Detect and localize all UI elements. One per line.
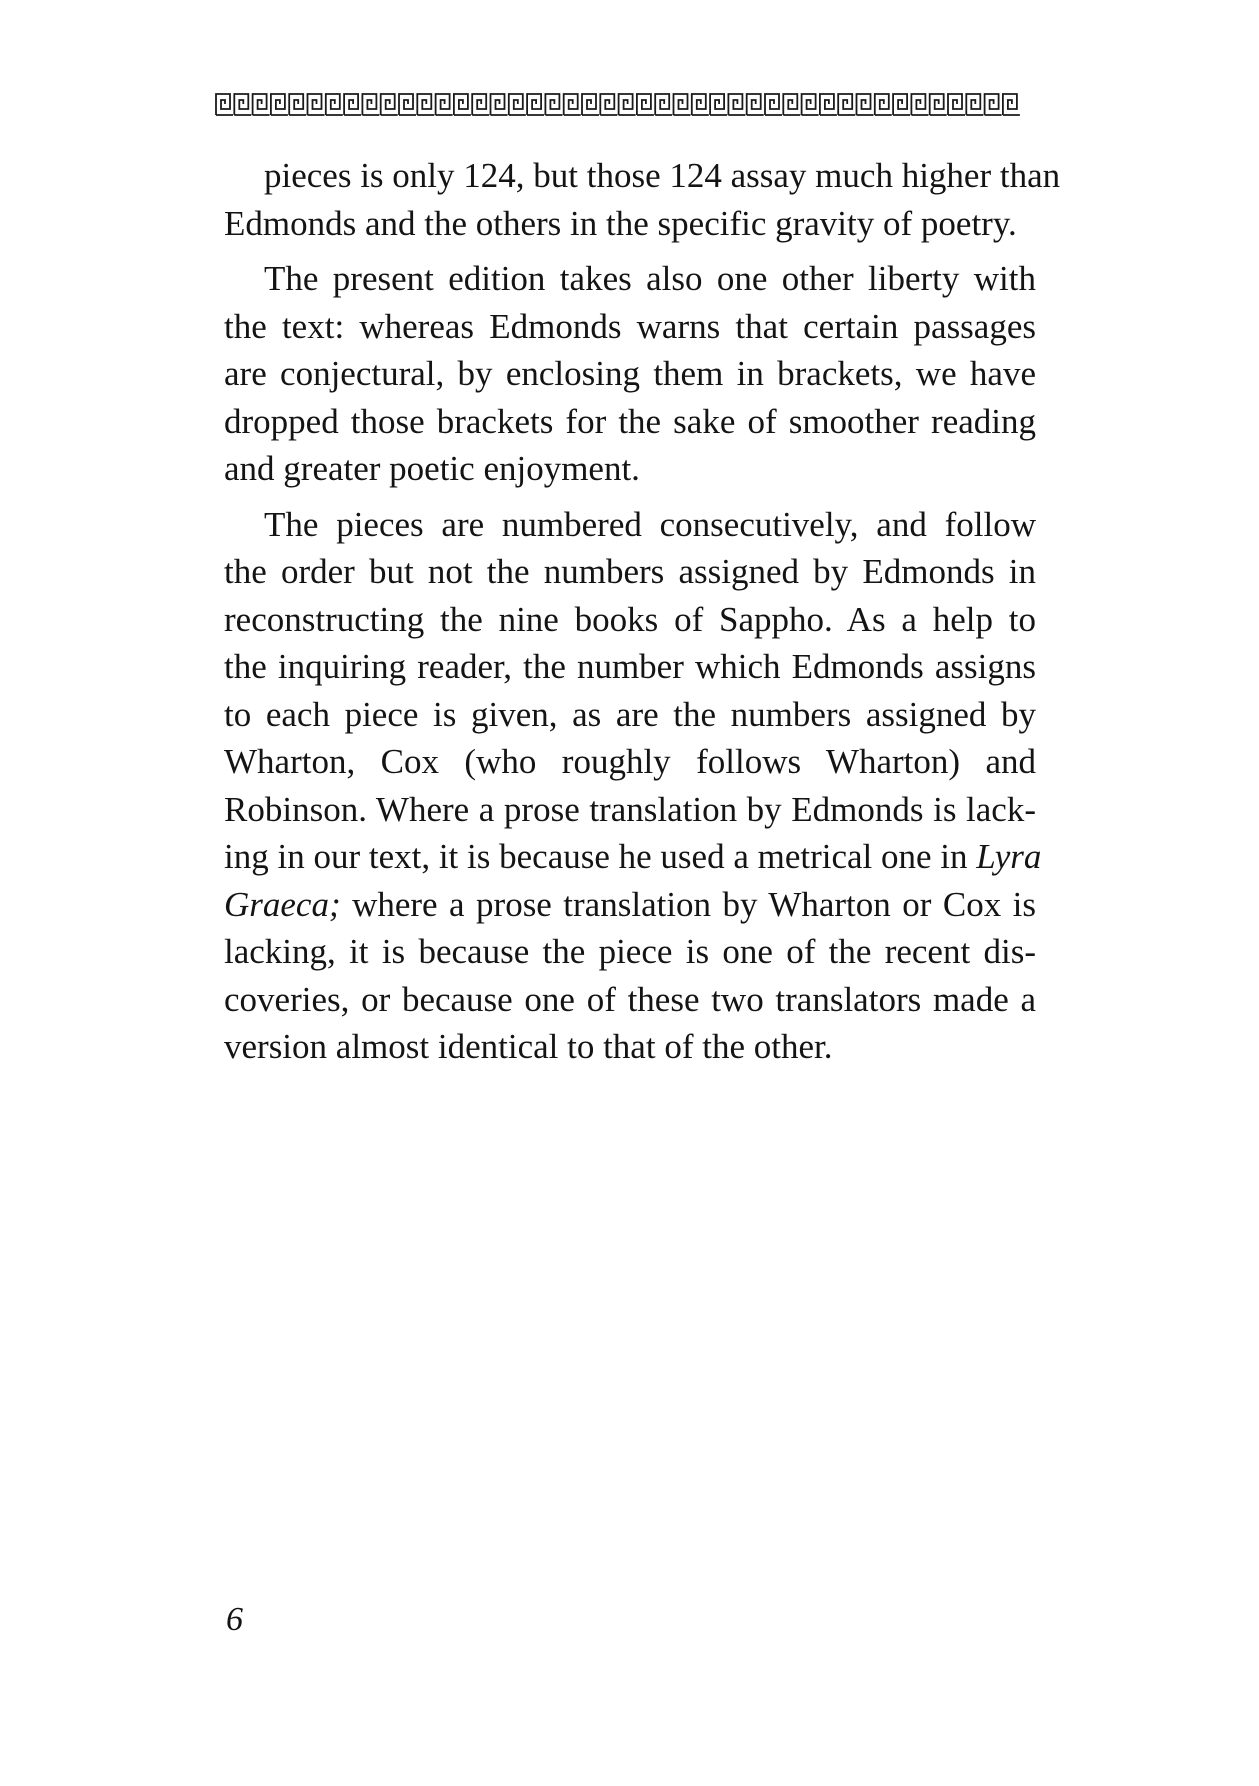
meander-unit: [783, 94, 800, 115]
text-run: the text: whereas Edmonds warns that certain passages: [224, 306, 1036, 346]
text-line: [224, 881, 1036, 929]
text-line: [224, 596, 1036, 644]
paragraph-gap: [224, 247, 1036, 255]
text-run: The pieces are numbered consecutively, and follow: [264, 504, 1036, 544]
meander-unit: [674, 94, 691, 115]
meander-unit: [911, 94, 928, 115]
text-run: to each piece is given, as are the numbers assigned by: [224, 694, 1036, 734]
text-line: [224, 303, 1036, 351]
meander-unit: [381, 94, 398, 115]
text-run: ing in our text, it is because he used a metrical one in: [224, 837, 977, 876]
meander-unit: [985, 94, 1002, 115]
meander-unit: [857, 94, 874, 115]
meander-unit: [728, 94, 745, 115]
text-run: Wharton, Cox (who roughly follows Wharton) and: [224, 742, 1036, 781]
text-line: [224, 350, 1036, 398]
text-line: [224, 928, 1036, 976]
meander-unit: [802, 94, 819, 115]
meander-unit: [1003, 94, 1020, 115]
meander-unit: [454, 94, 471, 115]
meander-unit: [619, 94, 636, 115]
text-line: [224, 398, 1036, 446]
text-line: [224, 548, 1036, 596]
meander-unit: [582, 94, 599, 115]
text-line: [224, 255, 1036, 303]
meander-unit: [271, 94, 288, 115]
meander-unit: [472, 94, 489, 115]
meander-unit: [399, 94, 416, 115]
meander-unit: [765, 94, 782, 115]
meander-unit: [893, 94, 910, 115]
meander-unit: [417, 94, 434, 115]
meander-unit: [710, 94, 727, 115]
meander-unit: [692, 94, 709, 115]
text-line: [224, 501, 1036, 549]
text-run: where a prose translation by Wharton or Cox is: [340, 884, 1036, 924]
text-run: Robinson. Where a prose translation by Edmonds is lack-: [224, 789, 1036, 829]
meander-unit: [948, 94, 965, 115]
meander-unit: [820, 94, 837, 115]
meander-unit: [234, 94, 251, 115]
text-line: [224, 643, 1036, 691]
meander-unit: [308, 94, 325, 115]
meander-unit: [637, 94, 654, 115]
meander-unit: [966, 94, 983, 115]
meander-unit: [527, 94, 544, 115]
meander-unit: [930, 94, 947, 115]
text-run: The present edition takes also one other liberty with: [264, 259, 1036, 298]
italic-title: Lyra: [976, 837, 1042, 876]
italic-title: Graeca;: [224, 884, 341, 924]
meander-unit: [509, 94, 526, 115]
text-line: [224, 691, 1036, 739]
meander-unit: [491, 94, 508, 115]
meander-unit: [545, 94, 562, 115]
text-run: dropped those brackets for the sake of smoother reading: [224, 401, 1036, 441]
meander-unit: [362, 94, 379, 115]
greek-key-border-icon: [213, 90, 1037, 118]
text-line: [224, 1023, 1036, 1071]
meander-unit: [436, 94, 453, 115]
text-line: [224, 200, 1036, 248]
paragraph-gap: [224, 493, 1036, 501]
meander-unit: [564, 94, 581, 115]
meander-unit: [655, 94, 672, 115]
text-line: [224, 833, 1042, 881]
text-run: the inquiring reader, the number which Edmonds assigns: [224, 647, 1036, 686]
meander-unit: [838, 94, 855, 115]
text-run: pieces is only 124, but those 124 assay much higher than: [264, 156, 1061, 195]
text-run: the order but not the numbers assigned by Edmonds in: [224, 552, 1036, 591]
text-line: [224, 152, 1061, 200]
text-run: are conjectural, by enclosing them in brackets, we have: [224, 354, 1036, 393]
body-text: [224, 152, 1061, 1071]
meander-unit: [216, 94, 233, 115]
text-line: [224, 445, 1036, 493]
meander-unit: [344, 94, 361, 115]
meander-unit: [600, 94, 617, 115]
meander-unit: [326, 94, 343, 115]
text-line: [224, 786, 1036, 834]
text-line: [224, 976, 1036, 1024]
text-run: reconstructing the nine books of Sappho. As a help to: [224, 599, 1036, 639]
page-number: 6: [226, 1601, 243, 1638]
meander-unit: [747, 94, 764, 115]
text-run: Edmonds and the others in the specific gravity of poetry.: [224, 203, 1017, 243]
greek-key-border-svg: [213, 90, 1037, 118]
text-run: lacking, it is because the piece is one of the recent dis-: [224, 932, 1036, 971]
meander-unit: [875, 94, 892, 115]
text-run: coveries, or because one of these two translators made a: [224, 979, 1036, 1019]
text-run: and greater poetic enjoyment.: [224, 449, 640, 488]
meander-unit: [253, 94, 270, 115]
meander-unit: [289, 94, 306, 115]
text-line: [224, 738, 1036, 786]
text-run: version almost identical to that of the other.: [224, 1027, 833, 1066]
